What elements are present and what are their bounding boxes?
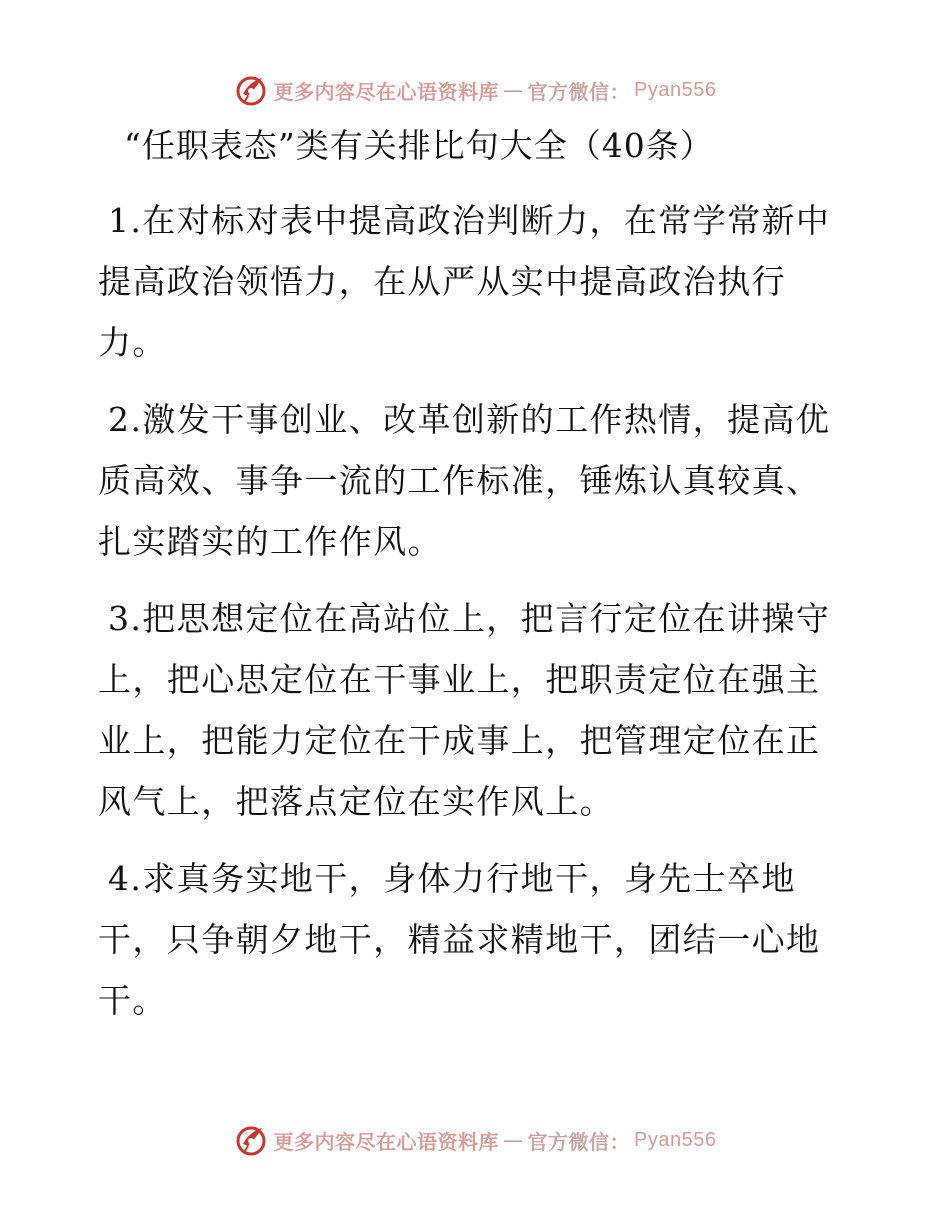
header-watermark-banner [0, 72, 950, 108]
banner-separator: — [503, 78, 524, 102]
paragraph-3: 3.把思想定位在高站位上，把言行定位在讲操守上，把心思定位在干事业上，把职责定位在强主业上，把能力定位在干成事上，把管理定位在正风气上，把落点定位在实作风上。 [98, 599, 831, 821]
paragraph-1: 1.在对标对表中提高政治判断力，在常学常新中提高政治领悟力，在从严从实中提高政治执行力。 [98, 201, 831, 362]
document-body [98, 190, 850, 1047]
banner-brand-text: 更多内容尽在心语资料库 [273, 1129, 500, 1154]
paragraph-4: 4.求真务实地干，身体力行地干，身先士卒地干，只争朝夕地干，精益求精地干，团结一心地干。 [98, 859, 821, 1020]
pen-logo-icon [234, 1122, 270, 1158]
footer-watermark-banner [0, 1122, 950, 1158]
banner-wechat-id: Pyan556 [634, 1128, 717, 1151]
banner-wechat-label: 官方微信： [527, 1129, 631, 1154]
banner-wechat-id: Pyan556 [634, 78, 717, 101]
pen-logo-icon [234, 72, 270, 108]
paragraph-2: 2.激发干事创业、改革创新的工作热情，提高优质高效、事争一流的工作标准，锤炼认真较真、扎实踏实的工作作风。 [98, 400, 831, 561]
banner-separator: — [503, 1128, 524, 1152]
document-title: “任职表态”类有关排比句大全（40条） [124, 126, 714, 165]
banner-brand-text: 更多内容尽在心语资料库 [273, 79, 500, 104]
banner-wechat-label: 官方微信： [527, 79, 631, 104]
